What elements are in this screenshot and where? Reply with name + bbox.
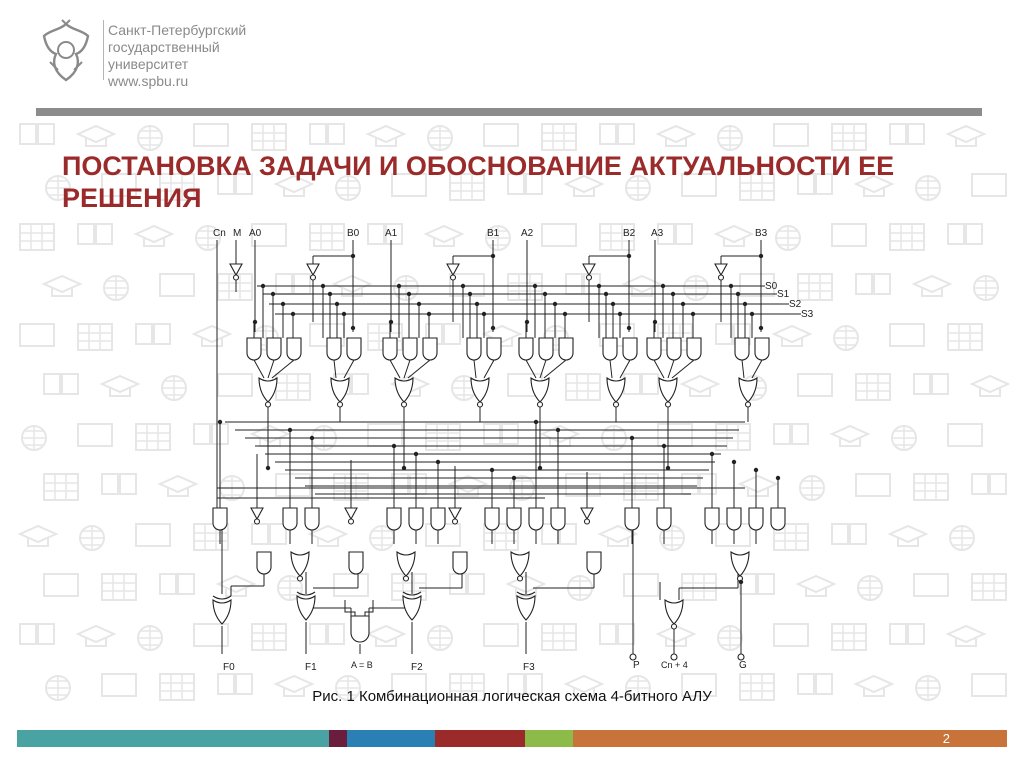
- footer-segment-blue: [347, 730, 435, 747]
- header-divider-bar: [36, 108, 982, 116]
- background-icon: [856, 374, 890, 400]
- background-icon: [428, 126, 452, 150]
- junction-dot: [482, 312, 486, 316]
- background-icon: [20, 224, 54, 250]
- background-icon: [252, 124, 286, 150]
- inverter: [447, 264, 459, 275]
- junction-dot: [291, 312, 295, 316]
- or-gate: [471, 378, 489, 402]
- or-gate: [659, 378, 677, 402]
- background-icon: [80, 526, 104, 550]
- inverter: [715, 264, 727, 275]
- background-icon: [78, 626, 114, 646]
- and-gate: [431, 508, 445, 530]
- wire: [672, 360, 694, 378]
- background-icon: [948, 224, 982, 244]
- or-gate: [531, 378, 549, 402]
- background-icon: [160, 574, 194, 594]
- background-icon: [832, 624, 866, 650]
- junction-dot: [261, 284, 265, 288]
- background-icon: [20, 124, 54, 144]
- background-icon: [832, 524, 866, 544]
- inverter-bubble: [234, 275, 239, 280]
- wire: [654, 360, 664, 378]
- wire: [268, 360, 274, 378]
- inverter-bubble: [719, 275, 724, 280]
- junction-dot: [739, 580, 743, 584]
- select-label-s3: S3: [801, 309, 814, 320]
- junction-dot: [351, 326, 355, 330]
- junction-dot: [662, 444, 666, 448]
- junction-dot: [538, 466, 542, 470]
- and-gate: [539, 338, 553, 360]
- junction-dot: [253, 320, 257, 324]
- university-website: www.spbu.ru: [108, 73, 189, 89]
- and-gate: [347, 338, 361, 360]
- background-icon: [858, 576, 882, 600]
- footer-segment-plum: [329, 730, 347, 747]
- wire: [254, 360, 264, 378]
- background-icon: [44, 276, 80, 296]
- background-icon: [890, 526, 926, 546]
- inverter: [449, 508, 461, 519]
- junction-dot: [533, 284, 537, 288]
- background-icon: [44, 574, 78, 596]
- junction-dot: [691, 312, 695, 316]
- wire: [334, 360, 336, 378]
- and-gate: [327, 338, 341, 360]
- university-name: [108, 22, 246, 90]
- background-icon: [718, 126, 742, 150]
- junction-dot: [611, 302, 615, 306]
- inverter-bubble: [538, 402, 543, 407]
- wire: [544, 360, 566, 378]
- and-gate: [409, 508, 423, 530]
- inverter-bubble: [587, 275, 592, 280]
- input-label-cn: Cn: [213, 228, 226, 239]
- background-icon: [832, 426, 868, 446]
- junction-dot: [750, 312, 754, 316]
- output-label-g: G: [739, 660, 747, 671]
- and-gate: [705, 508, 719, 530]
- input-label-a0: A0: [249, 228, 262, 239]
- background-icon: [44, 474, 78, 500]
- background-icon: [136, 226, 172, 246]
- wire: [620, 360, 630, 378]
- inverter-bubble: [666, 402, 671, 407]
- junction-dot: [328, 292, 332, 296]
- input-label-b0: B0: [347, 228, 360, 239]
- background-icon: [136, 324, 170, 344]
- select-label-s1: S1: [777, 289, 790, 300]
- background-icon: [162, 376, 186, 400]
- input-label-a1: A1: [385, 228, 398, 239]
- figure-caption: Рис. 1 Комбинационная логическая схема 4-битного АЛУ: [312, 688, 712, 705]
- inverter: [251, 508, 263, 519]
- background-icon: [44, 374, 78, 394]
- and-gate: [485, 508, 499, 530]
- background-icon: [972, 574, 1006, 600]
- and-gate: [551, 508, 565, 530]
- background-icon: [22, 426, 46, 450]
- junction-dot: [736, 292, 740, 296]
- wire: [526, 360, 536, 378]
- inverter: [583, 264, 595, 275]
- junction-dot: [281, 302, 285, 306]
- background-icon: [484, 124, 518, 146]
- slide-title: ПОСТАНОВКА ЗАДАЧИ И ОБОСНОВАНИЕ АКТУАЛЬНОСТИ ЕЕ РЕШЕНИЯ: [62, 151, 895, 213]
- and-gate: [287, 338, 301, 360]
- output-label-f2: F2: [411, 662, 423, 673]
- background-icon: [972, 174, 1006, 196]
- background-icon: [948, 324, 982, 350]
- inverter: [307, 264, 319, 275]
- and-gate: [283, 508, 297, 530]
- junction-dot: [681, 302, 685, 306]
- output-label-a-eq-b: A = B: [351, 660, 373, 670]
- and-gate: [387, 508, 401, 530]
- background-icon: [856, 274, 890, 294]
- inverter-bubble: [451, 275, 456, 280]
- inverter-bubble: [478, 402, 483, 407]
- footer-segment-red: [435, 730, 525, 747]
- background-icon: [948, 626, 984, 646]
- and-gate: [305, 508, 319, 530]
- inverter-bubble: [672, 624, 677, 629]
- junction-dot: [661, 284, 665, 288]
- background-icon: [948, 424, 982, 446]
- inverter-bubble: [614, 402, 619, 407]
- junction-dot: [218, 420, 222, 424]
- background-icon: [774, 124, 808, 146]
- xor-gate-arc: [213, 596, 231, 599]
- background-icon: [914, 474, 948, 500]
- junction-dot: [553, 302, 557, 306]
- inverter-bubble: [349, 519, 354, 524]
- header-separator: [103, 20, 104, 80]
- or-gate: [665, 600, 683, 624]
- background-icon: [972, 376, 1008, 396]
- input-label-b3: B3: [755, 228, 768, 239]
- junction-dot: [392, 444, 396, 448]
- junction-dot: [534, 420, 538, 424]
- background-icon: [890, 224, 924, 250]
- junction-dot: [436, 460, 440, 464]
- background-icon: [136, 424, 170, 450]
- input-label-b1: B1: [487, 228, 500, 239]
- wire: [668, 360, 674, 378]
- junction-dot: [271, 292, 275, 296]
- output-label-f1: F1: [305, 662, 317, 673]
- background-icon: [20, 526, 56, 546]
- inverter-bubble: [311, 275, 316, 280]
- background-icon: [136, 524, 170, 546]
- junction-dot: [266, 466, 270, 470]
- background-icon: [78, 126, 114, 146]
- inverter: [345, 508, 357, 519]
- alu-schematic: [205, 222, 817, 678]
- junction-dot: [759, 254, 763, 258]
- background-icon: [832, 124, 866, 150]
- junction-dot: [468, 292, 472, 296]
- and-gate: [403, 338, 417, 360]
- background-icon: [78, 324, 112, 350]
- input-label-a3: A3: [651, 228, 664, 239]
- page-number: 2: [942, 731, 950, 746]
- select-label-s2: S2: [789, 299, 802, 310]
- background-icon: [78, 224, 112, 244]
- and-gate: [749, 508, 763, 530]
- footer-segment-teal: [17, 730, 329, 747]
- junction-dot: [342, 312, 346, 316]
- wire: [272, 360, 294, 378]
- junction-dot: [627, 254, 631, 258]
- background-icon: [890, 124, 924, 144]
- background-icon: [20, 624, 54, 644]
- and-gate: [423, 338, 437, 360]
- wire: [404, 360, 410, 378]
- and-gate: [623, 338, 637, 360]
- inverter-bubble: [402, 402, 407, 407]
- and-gate: [267, 338, 281, 360]
- and-gate: [213, 508, 227, 530]
- junction-dot: [427, 312, 431, 316]
- and-gate: [349, 552, 363, 574]
- and-gate: [727, 508, 741, 530]
- inverter-bubble: [404, 576, 409, 581]
- xor-gate: [403, 596, 421, 620]
- junction-dot: [389, 320, 393, 324]
- background-icon: [658, 126, 694, 146]
- junction-dot: [666, 466, 670, 470]
- background-icon: [600, 124, 634, 144]
- or-gate: [395, 378, 413, 402]
- inverter-bubble: [585, 519, 590, 524]
- university-name-line: государственный: [108, 39, 220, 55]
- inverter-bubble: [255, 519, 260, 524]
- xor-gate: [297, 596, 315, 620]
- background-icon: [102, 376, 138, 396]
- junction-dot: [627, 326, 631, 330]
- background-icon: [78, 424, 112, 446]
- background-icon: [890, 624, 924, 644]
- and-gate: [771, 508, 785, 530]
- junction-dot: [310, 436, 314, 440]
- junction-dot: [604, 292, 608, 296]
- background-icon: [856, 474, 890, 496]
- junction-dot: [321, 284, 325, 288]
- background-icon: [102, 474, 136, 494]
- output-label-f0: F0: [223, 662, 235, 673]
- inverter-bubble: [338, 402, 343, 407]
- and-gate: [657, 508, 671, 530]
- inverter-bubble: [266, 402, 271, 407]
- and-gate: [603, 338, 617, 360]
- wire: [408, 360, 430, 378]
- junction-dot: [491, 326, 495, 330]
- or-gate: [607, 378, 625, 402]
- wire: [540, 360, 546, 378]
- and-gate: [467, 338, 481, 360]
- and-gate: [735, 338, 749, 360]
- junction-dot: [743, 302, 747, 306]
- junction-dot: [335, 302, 339, 306]
- background-icon: [138, 126, 162, 150]
- wire: [474, 360, 476, 378]
- and-gate: [647, 338, 661, 360]
- background-icon: [194, 124, 228, 146]
- spbu-logo-crest: [36, 18, 96, 88]
- junction-dot: [729, 284, 733, 288]
- and-gate: [559, 338, 573, 360]
- background-icon: [832, 224, 866, 246]
- wire: [610, 360, 612, 378]
- background-icon: [160, 476, 196, 496]
- and-gate: [257, 552, 271, 574]
- and-gate: [247, 338, 261, 360]
- or-gate: [331, 378, 349, 402]
- junction-dot: [563, 312, 567, 316]
- input-label-a2: A2: [521, 228, 534, 239]
- inverter-bubble: [746, 402, 751, 407]
- background-icon: [834, 326, 858, 350]
- junction-dot: [543, 292, 547, 296]
- background-icon: [310, 124, 344, 144]
- and-gate: [507, 508, 521, 530]
- junction-dot: [407, 292, 411, 296]
- junction-dot: [754, 468, 758, 472]
- junction-dot: [597, 284, 601, 288]
- junction-dot: [732, 460, 736, 464]
- or-gate: [739, 378, 757, 402]
- wire: [344, 360, 354, 378]
- university-name-line: Санкт-Петербургский: [108, 22, 247, 38]
- junction-dot: [414, 452, 418, 456]
- junction-dot: [671, 292, 675, 296]
- background-icon: [104, 276, 128, 300]
- junction-dot: [556, 428, 560, 432]
- or-gate: [259, 378, 277, 402]
- and-gate: [755, 338, 769, 360]
- and-gate: [687, 338, 701, 360]
- background-icon: [890, 324, 924, 346]
- background-icon: [914, 574, 948, 596]
- junction-dot: [710, 452, 714, 456]
- or-gate: [731, 552, 749, 576]
- junction-dot: [512, 476, 516, 480]
- junction-dot: [653, 320, 657, 324]
- background-icon: [892, 426, 916, 450]
- footer-segment-green: [525, 730, 573, 747]
- junction-dot: [288, 428, 292, 432]
- and-gate: [529, 508, 543, 530]
- background-icon: [914, 374, 948, 394]
- background-icon: [914, 276, 950, 296]
- junction-dot: [461, 284, 465, 288]
- inverter-bubble: [453, 519, 458, 524]
- output-label-cn4: Cn + 4: [661, 660, 688, 670]
- and-gate: [625, 508, 639, 530]
- and-gate: [519, 338, 533, 360]
- wire: [742, 360, 744, 378]
- wire: [752, 360, 762, 378]
- junction-dot: [490, 468, 494, 472]
- background-icon: [542, 124, 576, 150]
- select-label-s0: S0: [765, 281, 778, 292]
- junction-dot: [397, 284, 401, 288]
- and-gate: [383, 338, 397, 360]
- background-icon: [974, 276, 998, 300]
- background-icon: [368, 126, 404, 146]
- background-icon: [948, 126, 984, 146]
- junction-dot: [776, 476, 780, 480]
- and-gate: [487, 338, 501, 360]
- background-icon: [102, 574, 136, 600]
- inverter: [230, 264, 242, 275]
- xor-gate: [517, 596, 535, 620]
- and-gate: [667, 338, 681, 360]
- xor-gate: [213, 600, 231, 624]
- background-icon: [20, 324, 54, 346]
- background-icon: [138, 626, 162, 650]
- junction-dot: [351, 254, 355, 258]
- inverter-bubble: [518, 576, 523, 581]
- wire: [484, 360, 494, 378]
- input-label-m: M: [233, 228, 242, 239]
- junction-dot: [475, 302, 479, 306]
- university-name-line: университет: [108, 56, 189, 72]
- junction-dot: [618, 312, 622, 316]
- input-label-b2: B2: [623, 228, 636, 239]
- junction-dot: [491, 254, 495, 258]
- and-gate: [351, 616, 369, 642]
- background-icon: [972, 474, 1006, 494]
- inverter-bubble: [298, 576, 303, 581]
- and-gate: [453, 552, 467, 574]
- output-label-p: P: [633, 660, 640, 671]
- background-icon: [160, 274, 194, 296]
- footer-color-bar: [17, 730, 1007, 747]
- junction-dot: [417, 302, 421, 306]
- junction-dot: [402, 466, 406, 470]
- junction-dot: [630, 436, 634, 440]
- wire: [390, 360, 400, 378]
- junction-dot: [759, 326, 763, 330]
- and-gate: [587, 552, 601, 574]
- background-icon: [950, 526, 974, 550]
- inverter: [581, 508, 593, 519]
- output-label-f3: F3: [523, 662, 535, 673]
- junction-dot: [525, 320, 529, 324]
